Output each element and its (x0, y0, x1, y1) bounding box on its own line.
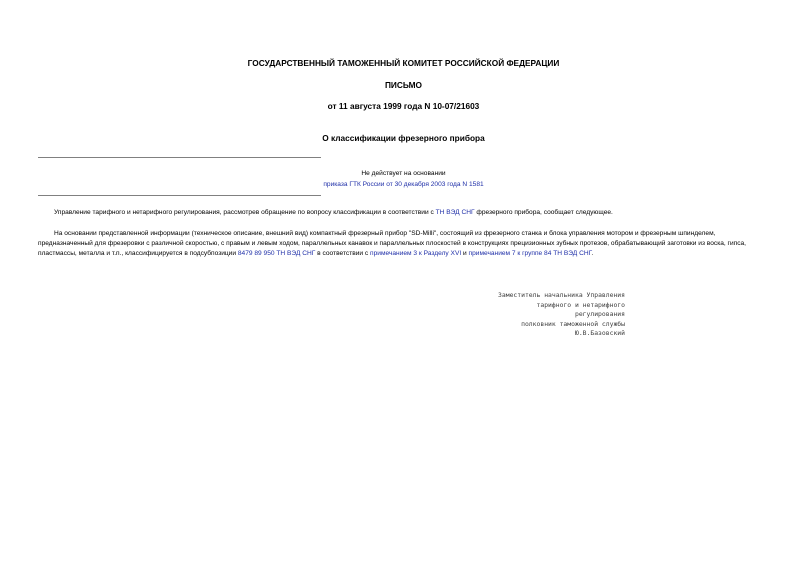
divider-bottom (38, 195, 321, 196)
paragraph-text: На основании представленной информации (техническое описание, внешний вид) компактный фрезерный прибор "SD-Milli", состоящий из фрезерного станка и блока управления мотором и фрезерным шпинделем, предназначенный для фрезеровки с различной скоростью, с правым и левым ходом, параллельных канавок и параллельных плоскостей в конструкциях прецизионных зубных протезов, обрабатывающий заготовки из воска, гипса, пластмассы, металла и т.п., классифицируется в подсубпозиции (38, 230, 747, 257)
tnved-link[interactable]: ТН ВЭД СНГ (435, 209, 475, 216)
issuing-authority: ГОСУДАРСТВЕННЫЙ ТАМОЖЕННЫЙ КОМИТЕТ РОССИЙСКОЙ ФЕДЕРАЦИИ (247, 58, 560, 68)
document-subject: О классификации фрезерного прибора (322, 133, 485, 143)
group-note-link[interactable]: примечанием 7 к группе 84 ТН ВЭД СНГ (468, 250, 592, 257)
document-date-number: от 11 августа 1999 года N 10-07/21603 (327, 101, 480, 111)
subheading-link[interactable]: 8479 89 950 ТН ВЭД СНГ (237, 250, 316, 257)
signature-line: регулирования (574, 310, 625, 318)
divider-top (38, 157, 321, 158)
paragraph-text: в соответствии с (315, 250, 371, 257)
paragraph-intro (38, 208, 769, 218)
signature-line: тарифного и нетарифного (536, 300, 625, 309)
document-type: ПИСЬМО (384, 80, 423, 90)
paragraph-text: и (461, 250, 469, 257)
paragraph-text: фрезерного прибора, сообщает следующее. (474, 209, 613, 216)
signature-line: Ю.В.Базовский (574, 329, 625, 337)
paragraph-text: Управление тарифного и нетарифного регулирования, рассмотрев обращение по вопросу классификации в соответствии с (54, 209, 436, 216)
status-note: Не действует на основании (361, 170, 446, 177)
status-order-link[interactable]: приказа ГТК России от 30 декабря 2003 года N 1581 (323, 181, 484, 188)
status-link-row (0, 181, 807, 188)
signature-block (440, 291, 625, 339)
signature-line: полковник таможенной службы (521, 319, 625, 328)
paragraph-text: . (591, 250, 594, 257)
signature-line: Заместитель начальника Управления (498, 291, 625, 299)
section-note-link[interactable]: примечанием 3 к Разделу XVI (370, 250, 462, 257)
paragraph-classification (38, 229, 769, 259)
